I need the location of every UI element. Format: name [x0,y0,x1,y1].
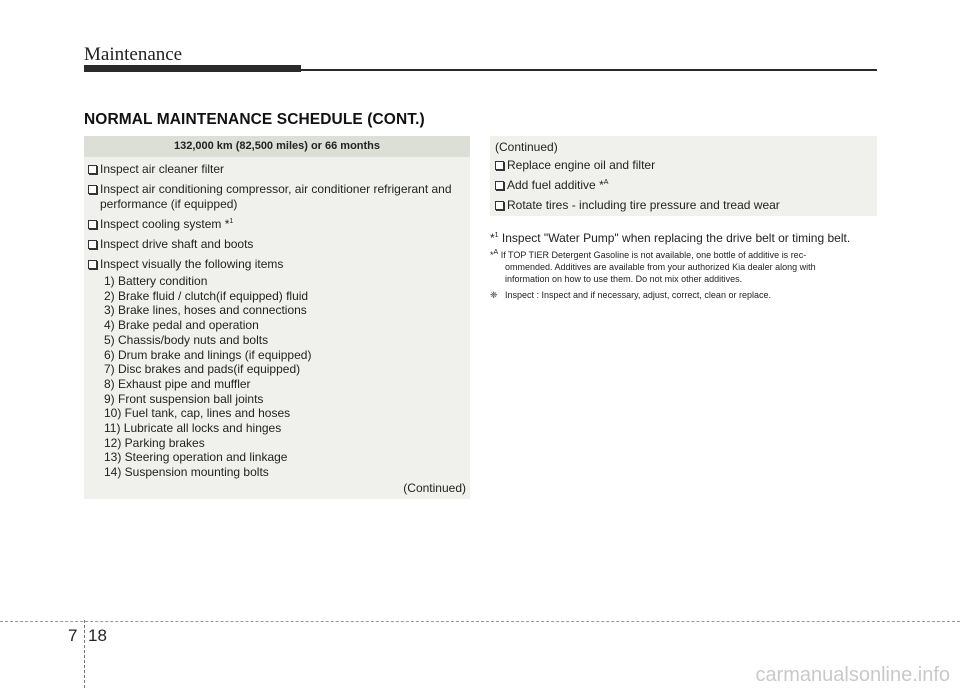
footnote-water-pump [490,231,880,245]
sub-list-item: 12) Parking brakes [104,435,205,450]
schedule-item-list [84,162,470,480]
item-text: Inspect air cleaner filter [100,162,225,176]
footnote-mark: * [490,231,495,245]
sub-list-item: 10) Fuel tank, cap, lines and hoses [104,406,291,421]
schedule-box-left [84,136,470,499]
list-item [495,158,871,173]
sub-list-item: 8) Exhaust pipe and muffler [104,376,251,391]
list-item [88,257,464,480]
sub-list-item: 9) Front suspension ball joints [104,391,264,406]
list-item [495,178,871,193]
sub-list-item: 5) Chassis/body nuts and bolts [104,332,269,347]
checkbox-icon [495,161,504,170]
sub-list-item: 13) Steering operation and linkage [104,450,288,465]
sub-list-item: 4) Brake pedal and operation [104,318,259,333]
footer-rule [0,621,960,622]
item-text: Replace engine oil and filter [507,158,656,172]
footnote-text: information on how to use them. Do not mix other additives. [505,274,743,284]
checkbox-icon [495,201,504,210]
sub-list-item: 3) Brake lines, hoses and connections [104,303,307,318]
footnote-mark: * [490,250,494,260]
item-text: Inspect cooling system * [100,217,230,231]
sub-list-item: 2) Brake fluid / clutch(if equipped) fluid [104,288,309,303]
footnote-ref: A [603,179,609,186]
header-rule-thin [301,69,877,71]
footnote-inspect-definition [490,289,882,301]
footnote-ref: A [493,249,499,256]
item-text: Inspect drive shaft and boots [100,237,254,251]
schedule-box-right [490,136,877,216]
sub-list-item: 7) Disc brakes and pads(if equipped) [104,362,301,377]
item-text: Rotate tires - including tire pressure and tread wear [507,198,780,212]
footnote-text: ommended. Additives are available from your authorized Kia dealer along with [505,262,816,272]
sub-list-item: 1) Battery condition [104,274,208,288]
list-item [88,182,464,212]
checkbox-icon [88,240,97,249]
list-item [88,237,464,252]
footnote-ref: 1 [494,232,499,239]
inspection-sub-list [100,274,464,480]
checkbox-icon [495,181,504,190]
page-number: 18 [88,626,107,645]
section-title: NORMAL MAINTENANCE SCHEDULE (CONT.) [84,111,425,128]
footnote-fuel-additive [490,249,882,285]
page-header-title: Maintenance [84,44,183,65]
list-item [88,217,464,232]
list-item [495,198,871,213]
chapter-number: 7 [68,626,78,645]
footnote-ref: 1 [229,218,234,225]
footnote-text: Inspect "Water Pump" when replacing the drive belt or timing belt. [498,231,851,245]
checkbox-icon [88,260,97,269]
checkbox-icon [88,220,97,229]
list-item [88,162,464,177]
continued-label: (Continued) [403,481,466,495]
sub-list-item: 14) Suspension mounting bolts [104,465,269,480]
checkbox-icon [88,165,97,174]
continued-label: (Continued) [495,140,558,154]
footnote-text: If TOP TIER Detergent Gasoline is not available, one bottle of additive is rec- [498,250,807,260]
inspect-symbol-icon: ❈ [490,290,498,300]
sub-list-item: 11) Lubricate all locks and hinges [104,421,282,436]
checkbox-icon [88,185,97,194]
sub-list-item: 6) Drum brake and linings (if equipped) [104,347,312,362]
item-text: Inspect air conditioning compressor, air conditioner refrigerant and performance (if equipped) [100,182,452,211]
item-text: Inspect visually the following items [100,257,284,271]
schedule-item-list [490,158,877,213]
item-text: Add fuel additive * [507,178,604,192]
footer-divider [84,620,86,688]
header-rule-thick [84,65,301,72]
footnote-text: Inspect : Inspect and if necessary, adjust, correct, clean or replace. [505,290,771,300]
schedule-interval-heading: 132,000 km (82,500 miles) or 66 months [84,136,470,157]
watermark: carmanualsonline.info [755,664,950,686]
